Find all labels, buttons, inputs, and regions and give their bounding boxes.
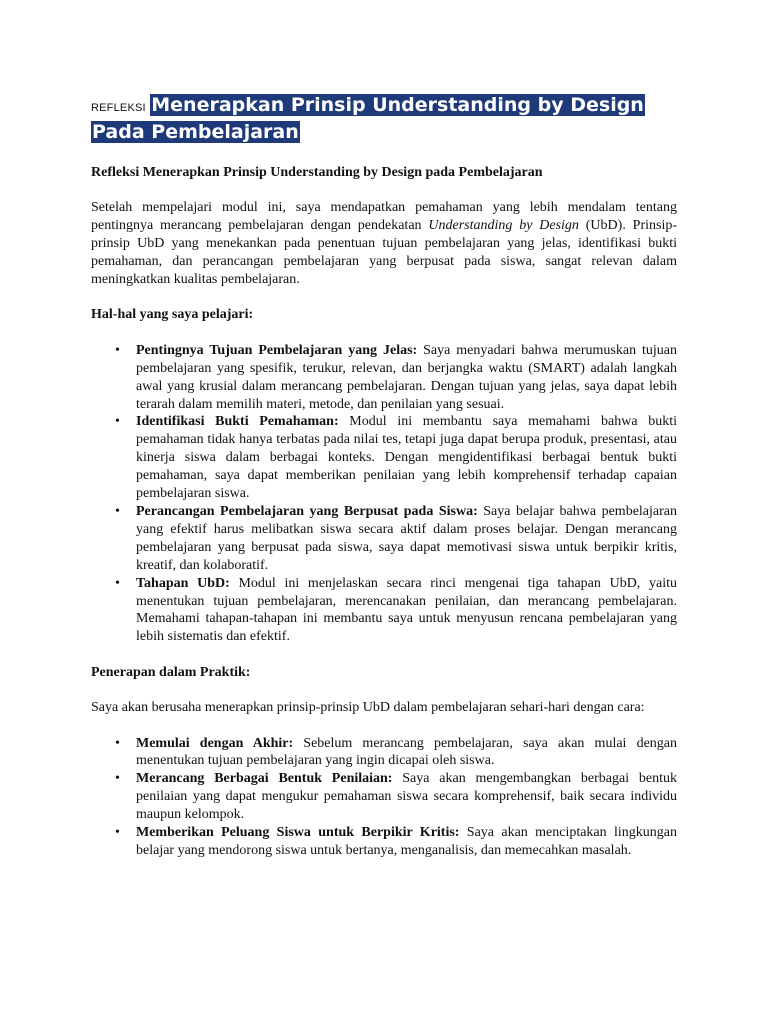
document-body — [91, 164, 677, 860]
intro-paragraph — [91, 199, 677, 289]
list-item — [136, 503, 677, 575]
learned-list — [91, 342, 677, 646]
list-item — [136, 735, 677, 771]
document-header — [91, 92, 651, 146]
page-title: Menerapkan Prinsip Understanding by Design Pada Pembelajaran — [92, 94, 644, 143]
intro-text-end: (UbD). Prinsip-prinsip UbD yang menekankan pada penentuan tujuan pembelajaran yang jelas, identifikasi bukti pemahaman, dan perancangan pembelajaran yang berpusat pada siswa, sangat relevan dalam meningkatkan kualitas pembelajaran. — [91, 218, 677, 288]
practice-heading: Penerapan dalam Praktik: — [91, 664, 251, 680]
intro-italic-term: Understanding by Design — [428, 218, 579, 234]
learned-heading: Hal-hal yang saya pelajari: — [91, 307, 254, 323]
list-item-term: Pentingnya Tujuan Pembelajaran yang Jelas: — [136, 342, 418, 358]
document-title: Refleksi Menerapkan Prinsip Understanding by Design pada Pembelajaran — [91, 165, 543, 180]
list-item-term: Memberikan Peluang Siswa untuk Berpikir Kritis: — [136, 825, 460, 841]
list-item-text: Modul ini menjelaskan secara rinci mengenai tiga tahapan UbD, yaitu menentukan tujuan pembelajaran, merencanakan penilaian, dan merancang pembelajaran. Memahami tahapan-tahapan ini membantu saya untuk menyusun rencana pembelajaran yang lebih sistematis dan efektif. — [136, 575, 677, 645]
list-item-term: Identifikasi Bukti Pemahaman: — [136, 414, 339, 430]
list-item — [136, 824, 677, 860]
list-item-text: Sebelum merancang pembelajaran, saya akan mulai dengan menentukan tujuan pembelajaran yang ingin dicapai oleh siswa. — [136, 735, 677, 769]
list-item-text: Saya belajar bahwa pembelajaran yang efektif harus melibatkan siswa secara aktif dalam proses belajar. Dengan merancang pembelajaran yang berpusat pada siswa, saya dapat memotivasi siswa untuk berpikir kritis, kreatif, dan kolaboratif. — [136, 504, 677, 573]
list-item — [136, 575, 677, 647]
list-item-text: Saya akan mengembangkan berbagai bentuk penilaian yang dapat mengukur pemahaman siswa secara komprehensif, baik secara individu maupun kelompok. — [136, 771, 677, 823]
list-item — [136, 342, 677, 414]
list-item-term: Perancangan Pembelajaran yang Berpusat pada Siswa: — [136, 504, 478, 519]
list-item-text: Saya akan menciptakan lingkungan belajar yang mendorong siswa untuk bertanya, menganalisis, dan memecahkan masalah. — [136, 825, 677, 858]
list-item-text: Saya menyadari bahwa merumuskan tujuan pembelajaran yang spesifik, terukur, relevan, dan berjangka waktu (SMART) adalah langkah awal yang krusial dalam merancang pembelajaran. Dengan tujuan yang jelas, saya dapat lebih terarah dalam memilih materi, metode, dan penilaian yang sesuai. — [136, 342, 677, 412]
list-item-term: Tahapan UbD: — [136, 575, 230, 591]
category-label: REFLEKSI — [91, 102, 146, 114]
practice-intro: Saya akan berusaha menerapkan prinsip-prinsip UbD dalam pembelajaran sehari-hari dengan cara: — [91, 700, 645, 716]
practice-list — [91, 735, 677, 860]
list-item-text: Modul ini membantu saya memahami bahwa bukti pemahaman tidak hanya terbatas pada nilai tes, tetapi juga dapat berupa produk, presentasi, atau kinerja siswa dalam berbagai konteks. Dengan mengidentifikasi berbagai bentuk bukti pemahaman, saya dapat memberikan penilaian yang lebih komprehensif terhadap capaian pembelajaran siswa. — [136, 414, 678, 502]
list-item-term: Merancang Berbagai Bentuk Penilaian: — [136, 771, 393, 787]
list-item-term: Memulai dengan Akhir: — [136, 735, 294, 751]
list-item — [136, 770, 677, 824]
intro-text: Setelah mempelajari modul ini, saya mendapatkan pemahaman yang lebih mendalam tentang pentingnya merancang pembelajaran dengan pendekatan — [91, 200, 677, 234]
list-item — [136, 413, 677, 503]
